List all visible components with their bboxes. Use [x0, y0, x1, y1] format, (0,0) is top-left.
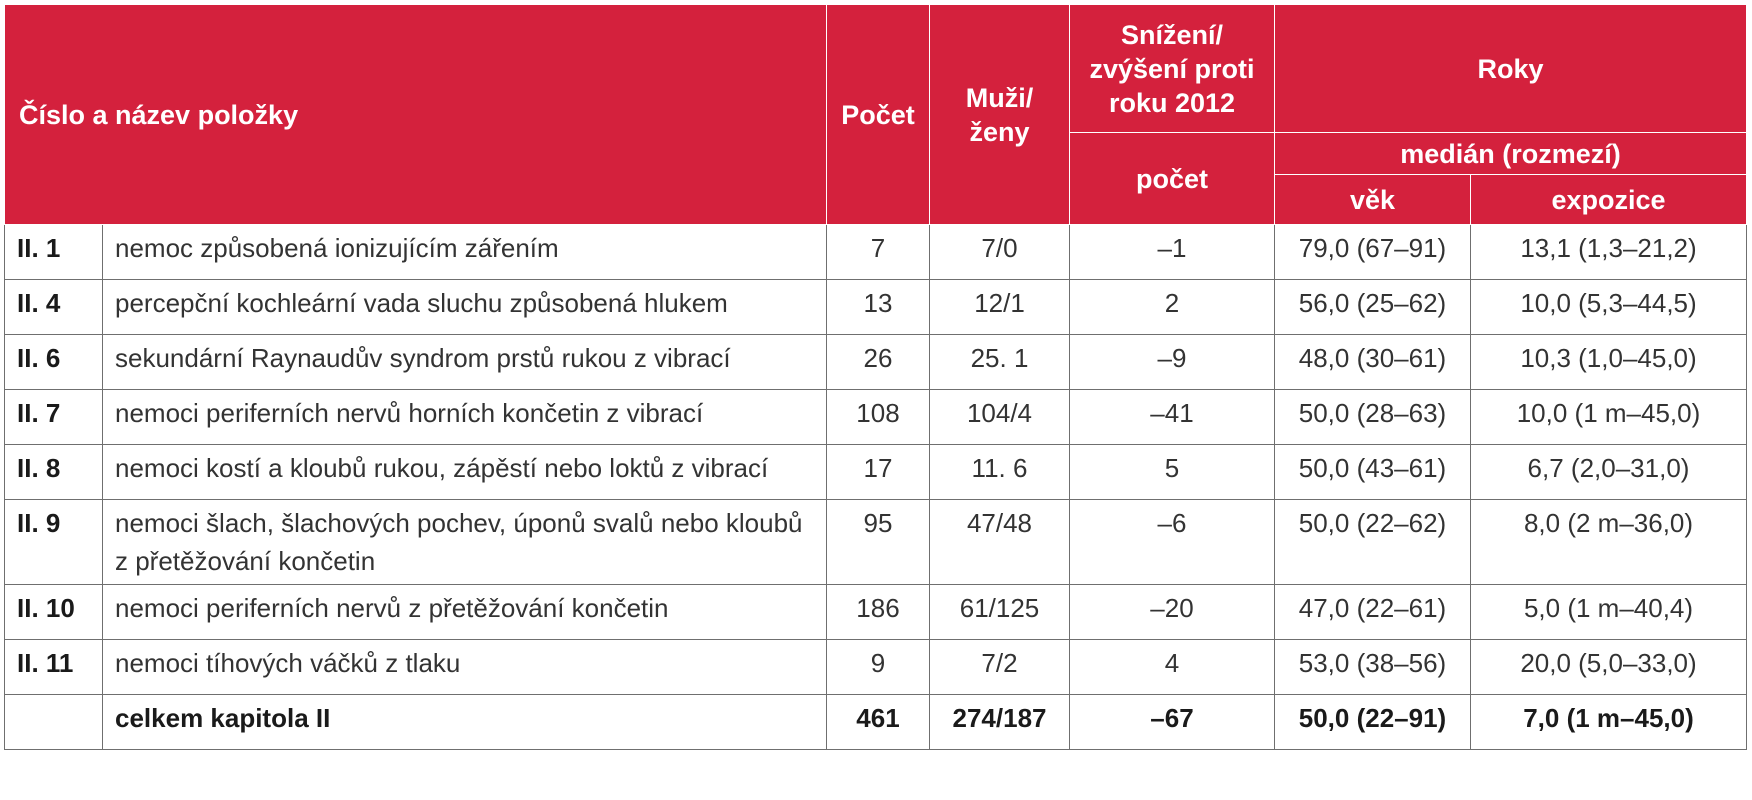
- table-row: [5, 390, 1747, 445]
- row-age: 47,0 (22–61): [1275, 585, 1471, 640]
- header-change: Snížení/ zvýšení proti roku 2012: [1070, 5, 1275, 133]
- row-code: II. 8: [5, 445, 103, 500]
- total-count: 461: [827, 695, 930, 750]
- row-code: II. 6: [5, 335, 103, 390]
- row-code: II. 1: [5, 225, 103, 280]
- row-count: 95: [827, 500, 930, 585]
- row-change: –6: [1070, 500, 1275, 585]
- total-exposure: 7,0 (1 m–45,0): [1471, 695, 1747, 750]
- row-exposure: 13,1 (1,3–21,2): [1471, 225, 1747, 280]
- row-name: nemoci kostí a kloubů rukou, zápěstí nebo loktů z vibrací: [103, 445, 827, 500]
- row-exposure: 8,0 (2 m–36,0): [1471, 500, 1747, 585]
- row-age: 48,0 (30–61): [1275, 335, 1471, 390]
- header-median: medián (rozmezí): [1275, 133, 1747, 175]
- row-code: II. 9: [5, 500, 103, 585]
- header-men-women: Muži/ ženy: [930, 5, 1070, 225]
- row-change: 5: [1070, 445, 1275, 500]
- table-row: [5, 280, 1747, 335]
- table-row: [5, 335, 1747, 390]
- row-name: nemoci periferních nervů horních končetin z vibrací: [103, 390, 827, 445]
- row-code: II. 10: [5, 585, 103, 640]
- row-count: 17: [827, 445, 930, 500]
- row-code: II. 11: [5, 640, 103, 695]
- row-age: 50,0 (22–62): [1275, 500, 1471, 585]
- total-name: celkem kapitola II: [103, 695, 827, 750]
- row-name: percepční kochleární vada sluchu způsobená hlukem: [103, 280, 827, 335]
- row-change: 4: [1070, 640, 1275, 695]
- row-change: –1: [1070, 225, 1275, 280]
- row-men-women: 12/1: [930, 280, 1070, 335]
- row-code: II. 7: [5, 390, 103, 445]
- occupational-diseases-table-container: [4, 4, 1746, 750]
- header-years: Roky: [1275, 5, 1747, 133]
- row-count: 13: [827, 280, 930, 335]
- table-row: [5, 445, 1747, 500]
- table-body: [5, 225, 1747, 750]
- row-age: 56,0 (25–62): [1275, 280, 1471, 335]
- row-name: nemoci šlach, šlachových pochev, úponů svalů nebo kloubů z přetěžování končetin: [103, 500, 827, 585]
- row-change: –9: [1070, 335, 1275, 390]
- row-exposure: 10,0 (1 m–45,0): [1471, 390, 1747, 445]
- row-exposure: 10,3 (1,0–45,0): [1471, 335, 1747, 390]
- row-name: nemoci tíhových váčků z tlaku: [103, 640, 827, 695]
- row-change: 2: [1070, 280, 1275, 335]
- row-name: nemoc způsobená ionizujícím zářením: [103, 225, 827, 280]
- row-change: –41: [1070, 390, 1275, 445]
- table-row: [5, 640, 1747, 695]
- row-men-women: 47/48: [930, 500, 1070, 585]
- occupational-diseases-table: [4, 4, 1747, 750]
- table-row: [5, 585, 1747, 640]
- row-exposure: 5,0 (1 m–40,4): [1471, 585, 1747, 640]
- table-header: [5, 5, 1747, 225]
- row-count: 9: [827, 640, 930, 695]
- total-row: [5, 695, 1747, 750]
- row-count: 186: [827, 585, 930, 640]
- row-change: –20: [1070, 585, 1275, 640]
- row-count: 108: [827, 390, 930, 445]
- table-row: [5, 225, 1747, 280]
- row-age: 50,0 (28–63): [1275, 390, 1471, 445]
- table-row: [5, 500, 1747, 585]
- row-exposure: 20,0 (5,0–33,0): [1471, 640, 1747, 695]
- row-count: 26: [827, 335, 930, 390]
- row-exposure: 10,0 (5,3–44,5): [1471, 280, 1747, 335]
- total-change: –67: [1070, 695, 1275, 750]
- row-age: 79,0 (67–91): [1275, 225, 1471, 280]
- total-code: [5, 695, 103, 750]
- row-count: 7: [827, 225, 930, 280]
- total-age: 50,0 (22–91): [1275, 695, 1471, 750]
- row-men-women: 7/2: [930, 640, 1070, 695]
- row-men-women: 61/125: [930, 585, 1070, 640]
- header-count: Počet: [827, 5, 930, 225]
- header-item: Číslo a název položky: [5, 5, 827, 225]
- row-men-women: 104/4: [930, 390, 1070, 445]
- row-exposure: 6,7 (2,0–31,0): [1471, 445, 1747, 500]
- header-age: věk: [1275, 175, 1471, 225]
- header-exposure: expozice: [1471, 175, 1747, 225]
- row-name: sekundární Raynaudův syndrom prstů rukou z vibrací: [103, 335, 827, 390]
- row-men-women: 25. 1: [930, 335, 1070, 390]
- row-code: II. 4: [5, 280, 103, 335]
- row-name: nemoci periferních nervů z přetěžování končetin: [103, 585, 827, 640]
- row-age: 53,0 (38–56): [1275, 640, 1471, 695]
- header-change-count: počet: [1070, 133, 1275, 225]
- row-men-women: 7/0: [930, 225, 1070, 280]
- row-age: 50,0 (43–61): [1275, 445, 1471, 500]
- row-men-women: 11. 6: [930, 445, 1070, 500]
- total-men-women: 274/187: [930, 695, 1070, 750]
